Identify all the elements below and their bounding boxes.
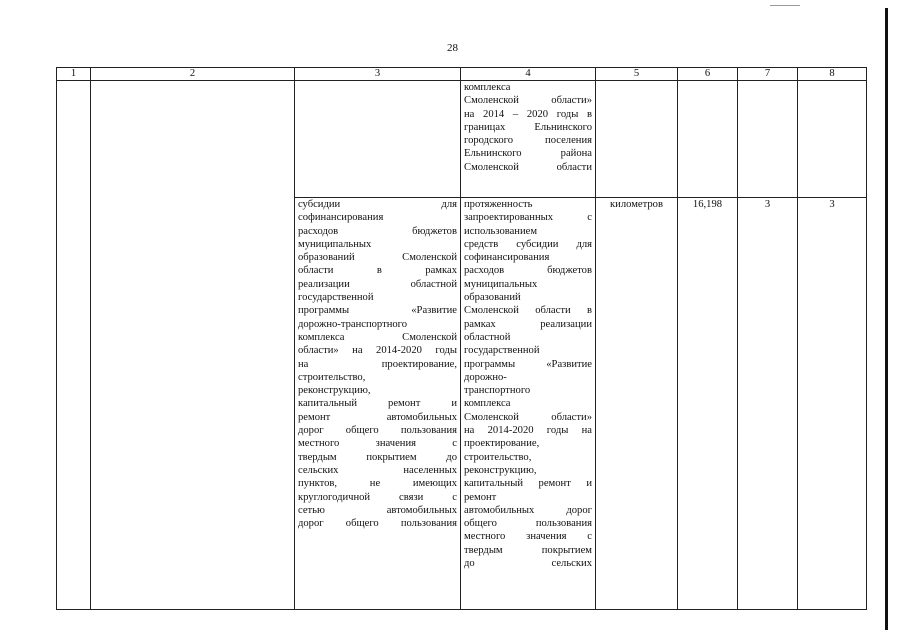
value-cell: 16,198	[678, 198, 738, 610]
table-cell	[57, 81, 91, 610]
indicators-table	[56, 67, 867, 610]
header-cell: 8	[798, 68, 867, 81]
header-cell: 1	[57, 68, 91, 81]
header-cell: 3	[295, 68, 461, 81]
table-row	[57, 81, 867, 198]
table-header-row	[57, 68, 867, 81]
header-cell: 6	[678, 68, 738, 81]
value-cell: 3	[738, 198, 798, 610]
table-cell	[678, 81, 738, 198]
table-cell-col3: субсидии для софинансирования расходов бюджетов муниципальных образований Смоленской области в рамках реализации областной государственной программы «Развитие дорожно-транспортного комплекса Смоленской области» на 2014-2020 годы на проектирование, строительство, реконструкцию, капитальный ремонт и ремонт автомобильных дорог общего пользования местного значения с твердым покрытием до сельских населенных пунктов, не имеющих круглогодичной связи с сетью автомобильных дорог общего пользования	[295, 198, 461, 610]
scan-artifact-line	[770, 5, 800, 6]
unit-cell: километров	[596, 198, 678, 610]
table-cell	[596, 81, 678, 198]
header-cell: 7	[738, 68, 798, 81]
header-cell: 2	[91, 68, 295, 81]
header-cell: 5	[596, 68, 678, 81]
table-cell	[738, 81, 798, 198]
table-cell	[91, 81, 295, 610]
table-cell	[798, 81, 867, 198]
page-number: 28	[447, 42, 458, 54]
scan-edge-bar	[885, 8, 888, 630]
header-cell: 4	[461, 68, 596, 81]
table-cell-col4: комплекса Смоленской области» на 2014 – 2020 годы в границах Ельнинского городского поселения Ельнинского района Смоленской области	[461, 81, 596, 198]
table-cell-col4: протяженность запроектированных с использованием средств субсидии для софинансирования расходов бюджетов муниципальных образований Смоленской области в рамках реализации областной государственной программы «Развитие дорожно- транспортного комплекса Смоленской области» на 2014-2020 годы на проектирование, строительство, реконструкцию, капитальный ремонт и ремонт автомобильных дорог общего пользования местного значения с твердым покрытием до сельских	[461, 198, 596, 610]
table-cell	[295, 81, 461, 198]
value-cell: 3	[798, 198, 867, 610]
